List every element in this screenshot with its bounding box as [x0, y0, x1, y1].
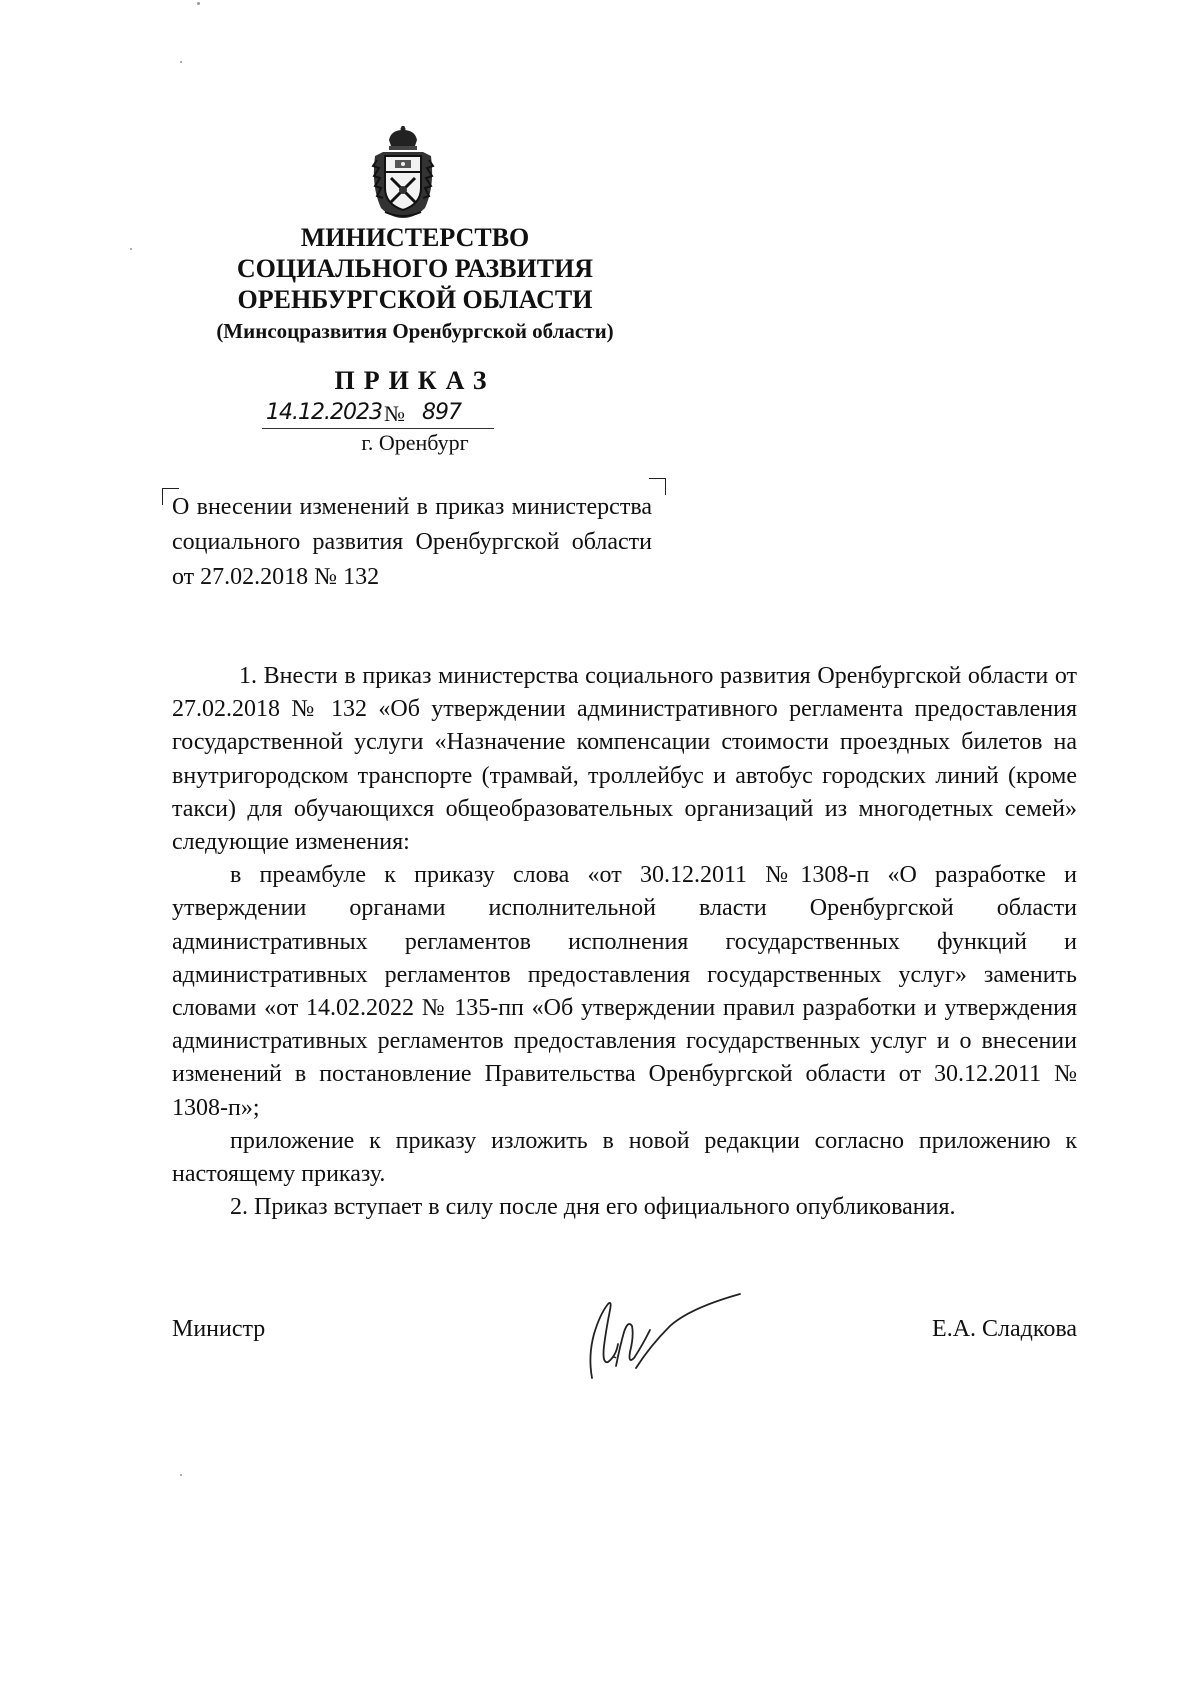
order-underline	[262, 428, 494, 429]
ministry-short-name: (Минсоцразвития Оренбургской области)	[216, 319, 614, 343]
body-paragraph-2: в преамбуле к приказу слова «от 30.12.2011 №1308-п «О разработке и утверждении органами исполнительной власти Оренбургской области административных регламентов исполнения государственных функций и административных регламентов предоставления государственных услуг» заменить словами «от 14.02.2022 № 135-пп «Об утверждении правил разработки и утверждения административных регламентов предоставления государственных услуг и о внесении изменений в постановление Правительства Оренбургской области от 30.12.2011 № 1308-п»;	[172, 862, 1077, 1121]
subject-bracket-left	[162, 488, 179, 505]
ministry-header	[160, 222, 670, 345]
ministry-name-line-2: СОЦИАЛЬНОГО РАЗВИТИЯ	[236, 254, 594, 283]
scan-speck	[180, 1474, 182, 1476]
order-title: ПРИКАЗ	[334, 366, 496, 395]
handwritten-signature	[580, 1286, 750, 1386]
body-paragraph-3: приложение к приказу изложить в новой редакции согласно приложению к настоящему приказу.	[172, 1127, 1077, 1188]
order-number: 897	[422, 400, 461, 425]
scan-speck	[180, 61, 182, 63]
scan-speck	[197, 2, 200, 5]
order-subject	[172, 490, 652, 595]
ministry-name-line-3: ОРЕНБУРГСКОЙ ОБЛАСТИ	[237, 285, 593, 314]
order-date-number	[262, 398, 522, 434]
signatory-name: Е.А. Сладкова	[932, 1316, 1077, 1342]
order-number-label: №	[384, 401, 405, 426]
subject-bracket-right	[649, 478, 666, 495]
body-paragraph-1: 1. Внести в приказ министерства социального развития Оренбургской области от 27.02.2018 № 132 «Об утверждении административного регламента предоставления государственной услуги «Назначение компенсации стоимости проездных билетов на внутригородском транспорте (трамвай, троллейбус и автобус городских линий (кроме такси) для обучающихся общеобразовательных организаций из многодетных семей» следующие изменения:	[172, 663, 1077, 856]
subject-text: О внесении изменений в приказ министерства социального развития Оренбургской области от 27.02.2018 № 132	[172, 494, 652, 590]
signatory-role: Министр	[172, 1316, 266, 1342]
ministry-name-line-1: МИНИСТЕРСТВО	[300, 223, 530, 252]
order-date: 14.12.2023	[266, 400, 382, 425]
coat-of-arms-icon	[371, 126, 435, 220]
order-body	[172, 660, 1077, 1224]
body-paragraph-4: 2. Приказ вступает в силу после дня его официального опубликования.	[230, 1194, 956, 1221]
scan-speck	[130, 248, 132, 250]
order-city: г. Оренбург	[361, 430, 469, 455]
